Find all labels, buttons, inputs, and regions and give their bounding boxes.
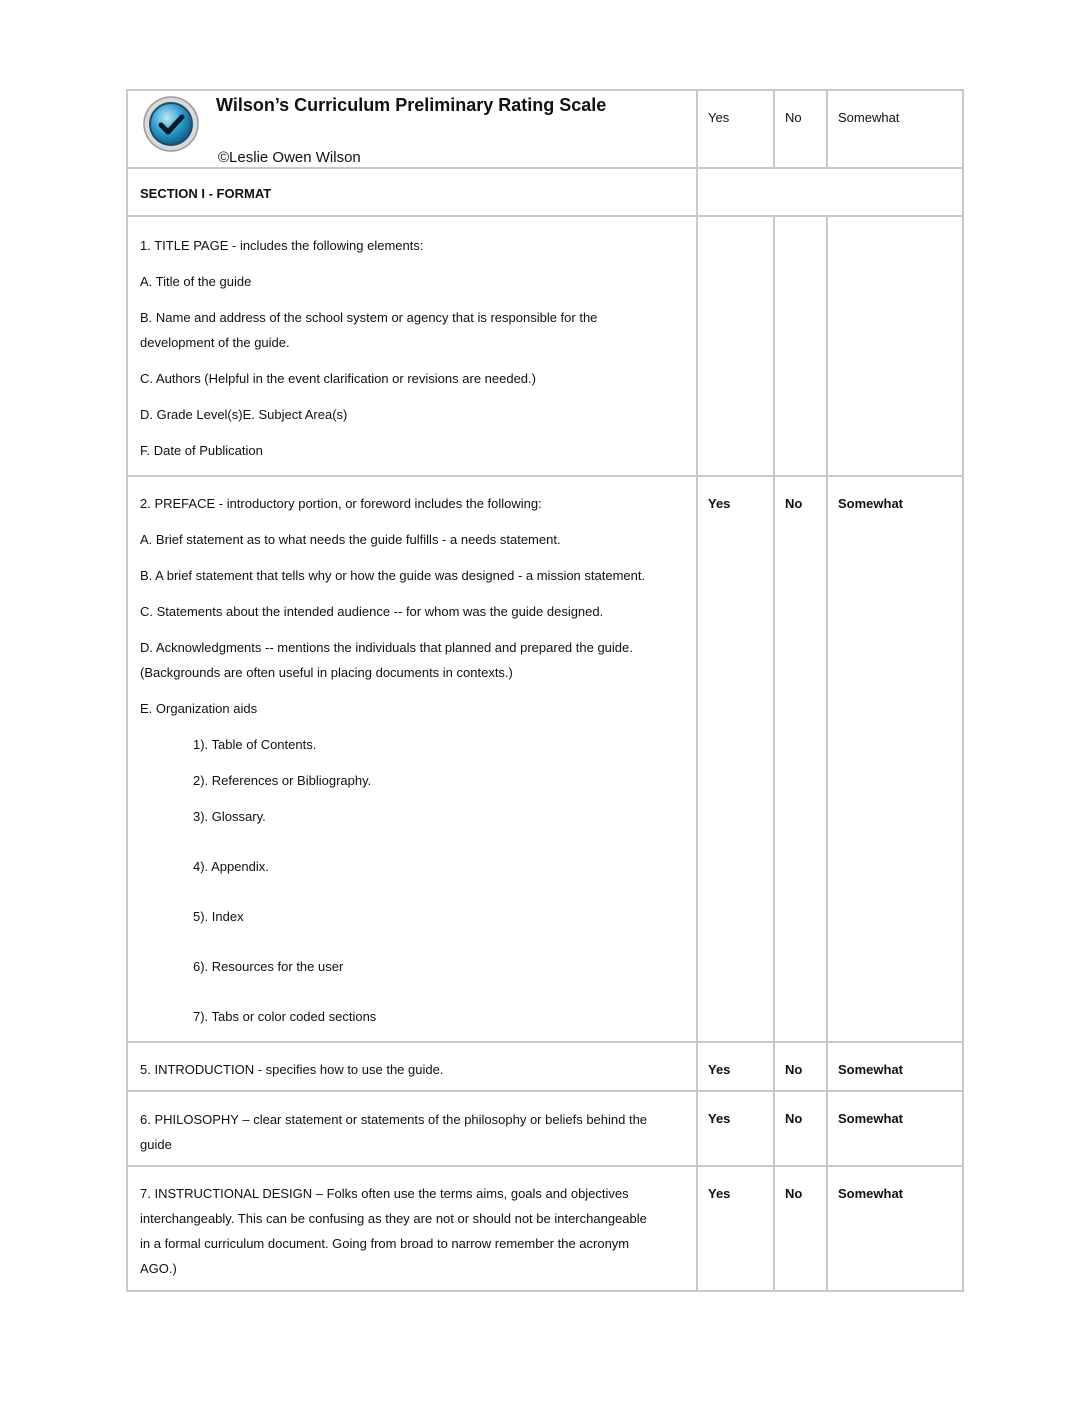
list-item: B. Name and address of the school system or agency that is responsible for the <box>140 310 598 325</box>
no-option[interactable]: No <box>774 1166 827 1291</box>
somewhat-option[interactable]: Somewhat <box>827 476 963 1042</box>
header-title-cell <box>127 90 697 168</box>
preface-lead: 2. PREFACE - introductory portion, or foreword includes the following: <box>140 496 542 511</box>
no-option[interactable]: No <box>774 476 827 1042</box>
instructional-design-line: in a formal curriculum document. Going from broad to narrow remember the acronym <box>140 1236 630 1251</box>
preface-cell <box>127 476 697 1042</box>
column-header-no: No <box>774 90 827 168</box>
yes-option[interactable]: Yes <box>697 1166 774 1291</box>
instructional-design-line: interchangeably. This can be confusing as they are not or should not be interchangeable <box>140 1211 647 1226</box>
yes-option[interactable]: Yes <box>697 1091 774 1166</box>
sub-list-item: 5). Index <box>193 909 244 924</box>
list-item: D. Acknowledgments -- mentions the individuals that planned and prepared the guide. <box>140 640 633 655</box>
list-item: (Backgrounds are often useful in placing documents in contexts.) <box>140 665 513 680</box>
sub-list-item: 7). Tabs or color coded sections <box>193 1009 377 1024</box>
philosophy-line: guide <box>140 1137 172 1152</box>
yes-option[interactable]: Yes <box>697 476 774 1042</box>
title-page-cell <box>127 216 697 476</box>
somewhat-cell[interactable] <box>827 216 963 476</box>
list-item: C. Statements about the intended audience -- for whom was the guide designed. <box>140 604 604 619</box>
title-page-lead: 1. TITLE PAGE - includes the following elements: <box>140 238 424 253</box>
instructional-design-line: AGO.) <box>140 1261 177 1276</box>
somewhat-option[interactable]: Somewhat <box>827 1091 963 1166</box>
sub-list-item: 6). Resources for the user <box>193 959 344 974</box>
list-item: C. Authors (Helpful in the event clarification or revisions are needed.) <box>140 371 536 386</box>
philosophy-cell <box>127 1091 697 1166</box>
no-option[interactable]: No <box>774 1091 827 1166</box>
list-item: E. Organization aids <box>140 701 258 716</box>
rating-table <box>126 89 964 1292</box>
document-title: Wilson’s Curriculum Preliminary Rating Scale <box>216 95 607 115</box>
list-item: development of the guide. <box>140 335 290 350</box>
list-item: B. A brief statement that tells why or how the guide was designed - a mission statement. <box>140 568 646 583</box>
item-row-title-page <box>127 216 963 476</box>
header-row <box>127 90 963 168</box>
check-circle-icon <box>142 95 200 153</box>
philosophy-line: 6. PHILOSOPHY – clear statement or statements of the philosophy or beliefs behind the <box>140 1112 648 1127</box>
column-header-yes: Yes <box>697 90 774 168</box>
instructional-design-line: 7. INSTRUCTIONAL DESIGN – Folks often use the terms aims, goals and objectives <box>140 1186 629 1201</box>
sub-list-item: 2). References or Bibliography. <box>193 773 372 788</box>
section-empty-cell <box>697 168 963 216</box>
section-row <box>127 168 963 216</box>
introduction-text: 5. INTRODUCTION - specifies how to use the guide. <box>140 1062 444 1077</box>
no-option[interactable]: No <box>774 1042 827 1091</box>
document-author: ©Leslie Owen Wilson <box>218 149 361 166</box>
column-header-somewhat: Somewhat <box>827 90 963 168</box>
no-cell[interactable] <box>774 216 827 476</box>
item-row-philosophy <box>127 1091 963 1166</box>
instructional-design-cell <box>127 1166 697 1291</box>
sub-list-item: 4). Appendix. <box>193 859 269 874</box>
yes-option[interactable]: Yes <box>697 1042 774 1091</box>
yes-cell[interactable] <box>697 216 774 476</box>
list-item: A. Brief statement as to what needs the guide fulfills - a needs statement. <box>140 532 561 547</box>
introduction-cell <box>127 1042 697 1091</box>
list-item: D. Grade Level(s)E. Subject Area(s) <box>140 407 348 422</box>
sub-list-item: 3). Glossary. <box>193 809 266 824</box>
section-title-cell <box>127 168 697 216</box>
list-item: A. Title of the guide <box>140 274 252 289</box>
somewhat-option[interactable]: Somewhat <box>827 1042 963 1091</box>
rating-scale-document <box>126 89 962 1292</box>
item-row-preface <box>127 476 963 1042</box>
sub-list-item: 1). Table of Contents. <box>193 737 317 752</box>
section-title: SECTION I - FORMAT <box>140 186 272 201</box>
list-item: F. Date of Publication <box>140 443 263 458</box>
item-row-instructional-design <box>127 1166 963 1291</box>
item-row-introduction <box>127 1042 963 1091</box>
somewhat-option[interactable]: Somewhat <box>827 1166 963 1291</box>
